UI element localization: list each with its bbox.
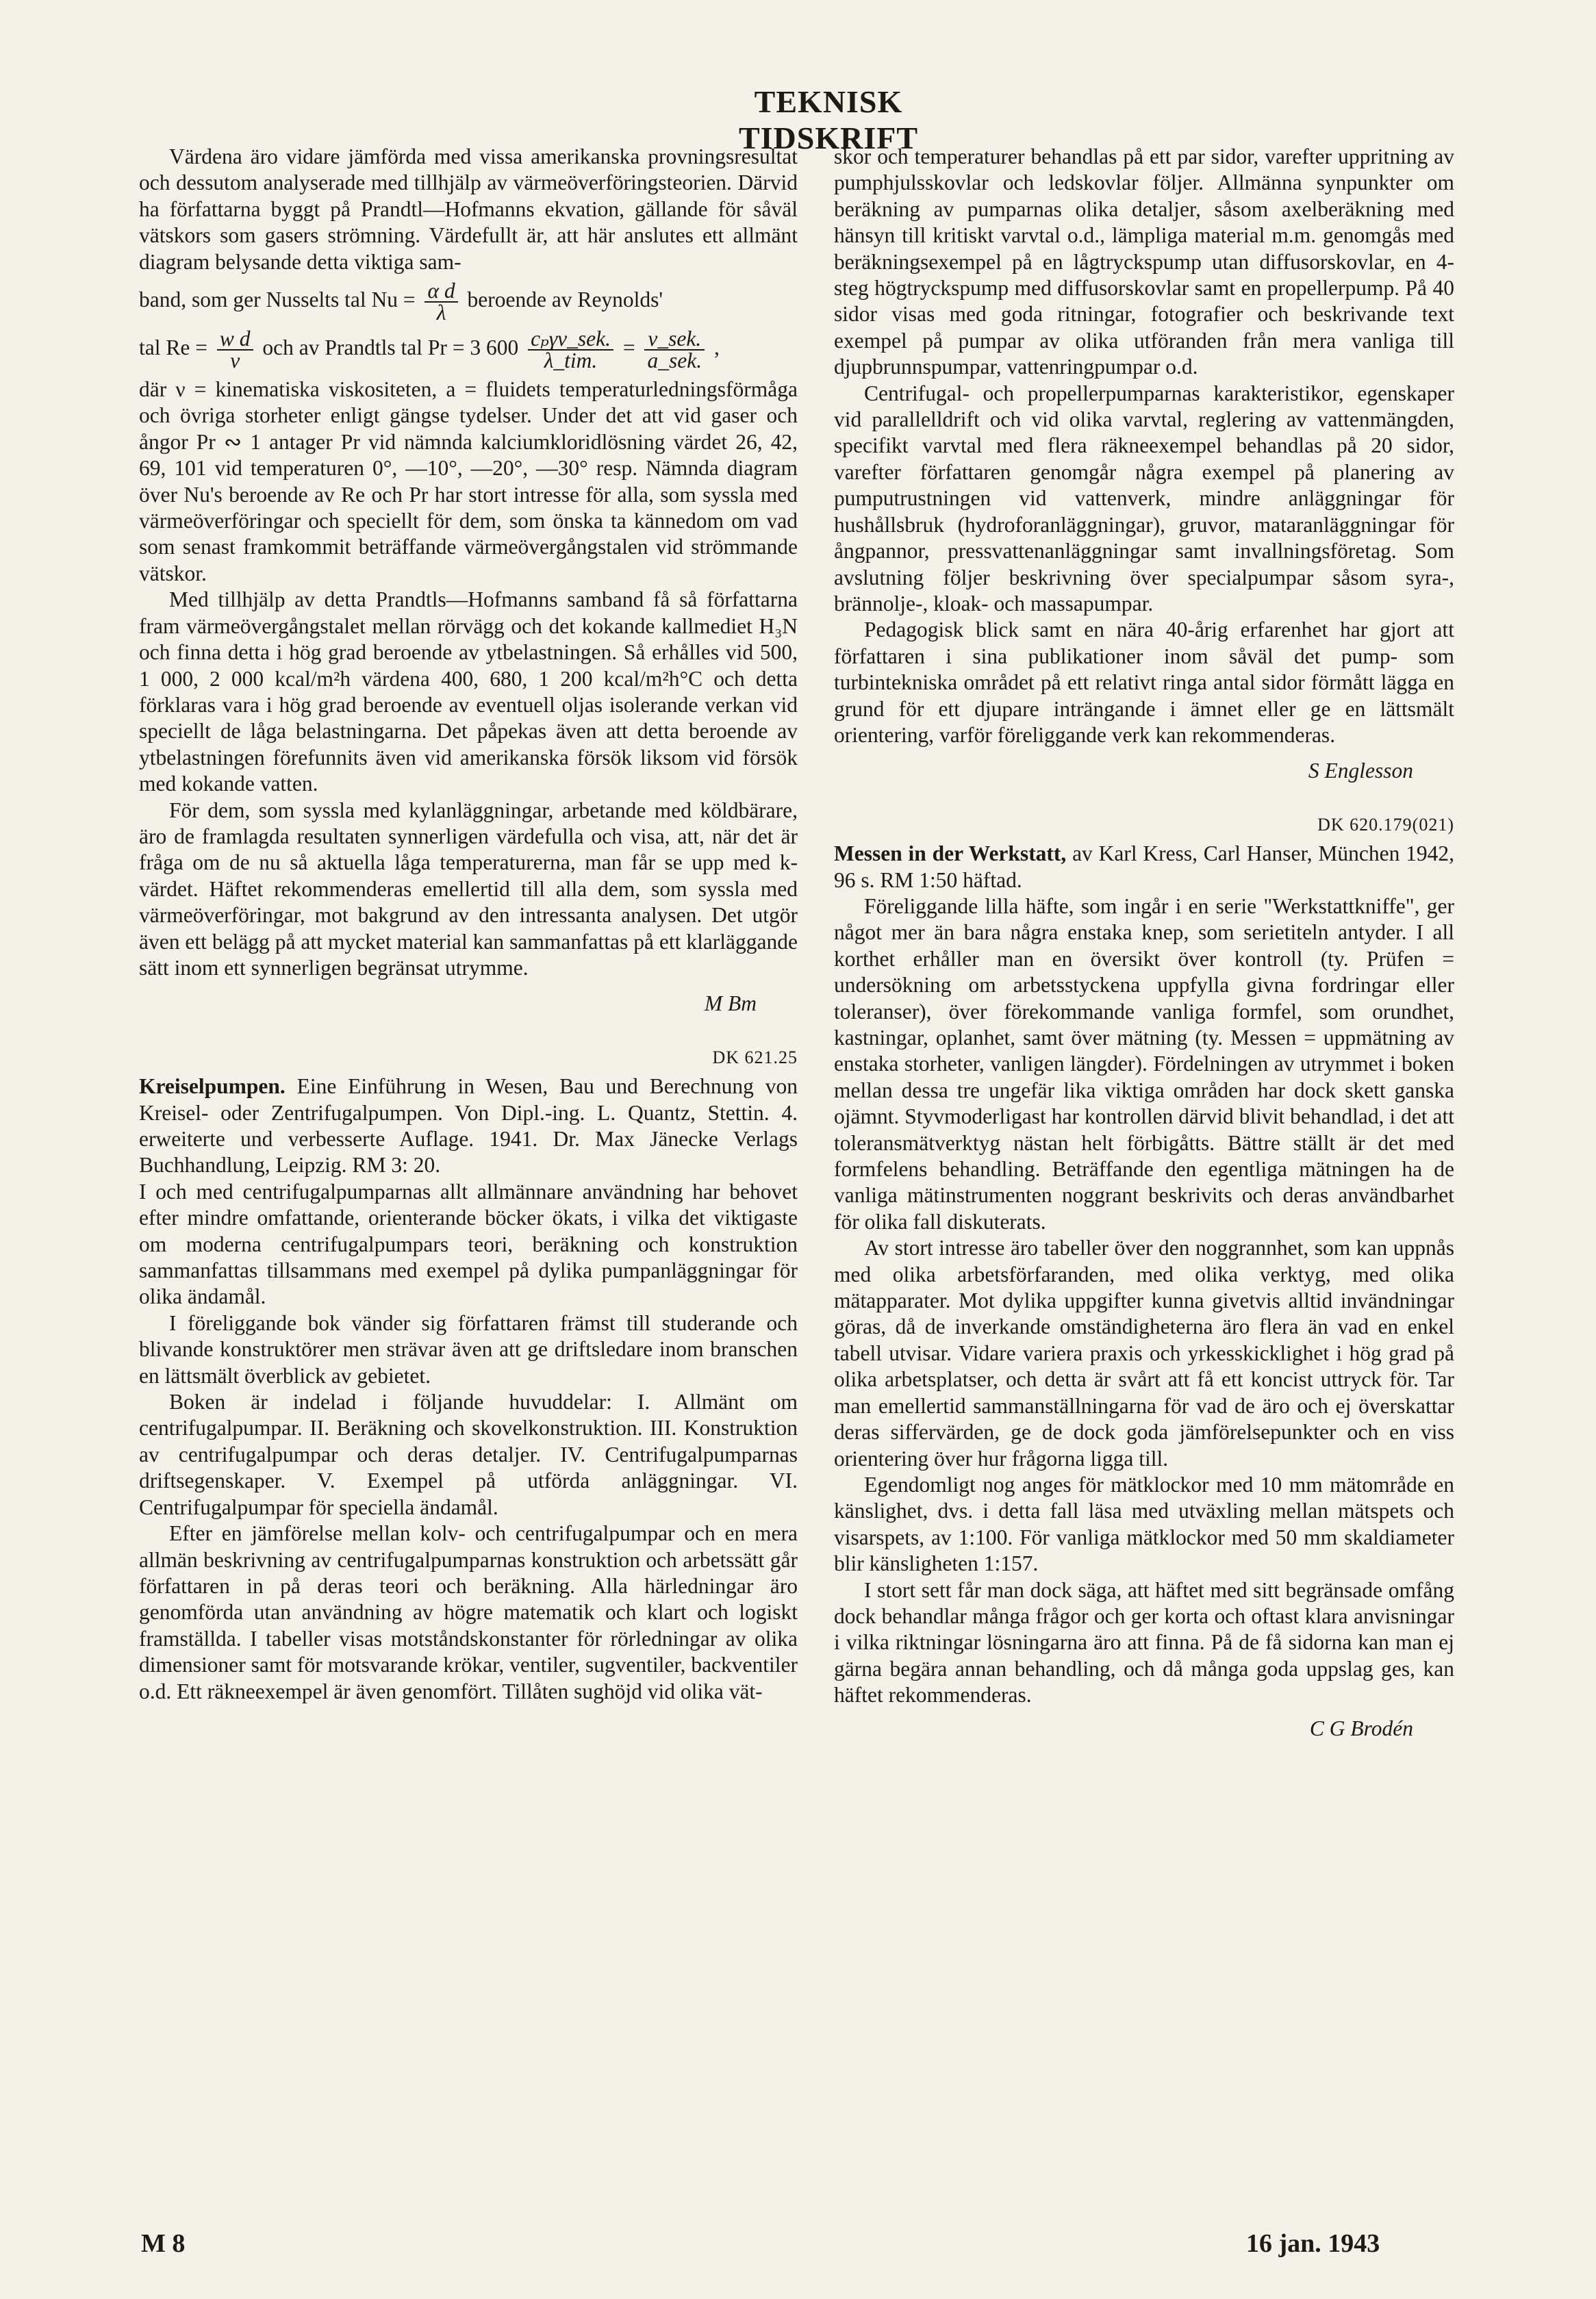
- book-details: Eine Einführung in Wesen, Bau und Berechnung von Kreisel- oder Zentrifugalpumpen. Von Dipl.-ing. L. Quantz, Stettin. 4. erweiterte und verbesserte Auflage. 1941. Dr. Max Jänecke Verlags Buchhandlung, Leipzig. RM 3: 20.: [139, 1074, 798, 1178]
- review-title: [834, 841, 1454, 893]
- paragraph: För dem, som syssla med kylanläggningar, arbetande med köldbärare, äro de framlagda resultaten synnerligen värdefulla och visa, att, när det är fråga om de nu så aktuella låga temperaturerna, man får se upp med k-värdet. Häftet rekommenderas emellertid till alla dem, som syssla med värmeöverföringar, mot bakgrund av den intressanta analysen. Det utgör även ett belägg på att mycket material kan sammanfattas på ett klarläggande sätt inom ett synnerligen begränsat utrymme.: [139, 798, 798, 980]
- numerator: w d: [217, 329, 253, 351]
- formula-text: beroende av Reynolds': [467, 288, 663, 312]
- review-title: [139, 1074, 798, 1179]
- numerator: α d: [425, 281, 457, 303]
- formula-text: tal Re =: [139, 335, 207, 360]
- journal-masthead: TEKNISK TIDSKRIFT: [738, 84, 919, 155]
- numerator: ν_sek.: [644, 329, 705, 351]
- page-number: M 8: [141, 2229, 186, 2258]
- paragraph: Av stort intresse äro tabeller över den noggrannhet, som kan uppnås med olika arbetsförfaranden, med olika verktyg, med olika mätapparater. Mot dylika uppgifter kunna givetvis alltid invändningar göras, då de inverkande omständigheterna äro flera än vad en enkel tabell utvisar. Vidare variera praxis och yrkesskicklighet i hög grad på olika arbetsplatser, och detta är svårt att få ett koncist uttryck för. Tar man emellertid sammanställningarna för vad de äro och ej överskattar deras siffervärden, ge de dock goda jämförelsepunkter och en viss orientering över hur frågorna ligga till.: [834, 1236, 1454, 1471]
- denominator: a_sek.: [647, 348, 702, 373]
- formula-text: ,: [713, 335, 720, 360]
- numerator: cₚγν_sek.: [528, 329, 613, 351]
- denominator: λ: [436, 301, 446, 325]
- paragraph: Boken är indelad i följande huvuddelar: I. Allmänt om centrifugalpumpar. II. Beräkning och skovelkonstruktion. III. Konstruktion av centrifugalpumpar och deras detaljer. IV. Centrifugalpumparnas driftsegenskaper. V. Exempel på utförda anläggningar. VI. Centrifugalpumpar för speciella ändamål.: [139, 1390, 798, 1519]
- review-signature: C G Brodén: [1309, 1716, 1413, 1740]
- paragraph: Efter en jämförelse mellan kolv- och centrifugalpumpar och en mera allmän beskrivning av centrifugalpumparnas konstruktion och arbetssätt går författaren in på deras teori och beräkning. Alla härledningar äro genomförda utan användning av högre matematik och klart och logiskt framställda. I tabeller visas motståndskonstanter för rörledningar av olika dimensioner samt för motsvarande krökar, ventiler, sugventiler, backventiler o.d. Ett räkneexempel är även genomfört. Tillåten sughöjd vid olika vät-: [139, 1521, 798, 1703]
- paragraph: Med tillhjälp av detta Prandtls—Hofmanns samband få så författarna fram värmeövergångstalet mellan rörvägg och det kokande kallmediet H₃N och finna detta i hög grad beroende av ytbelastningen. Så erhålles vid 500, 1 000, 2 000 kcal/m²h värdena 400, 680, 1 200 kcal/m²h°C och detta förklaras vara i hög grad beroende av eventuell oljas isolerande verkan vid speciellt de låga belastningarna. Det påpekas även att detta beroende av ytbelastningen förefunnits även vid amerikanska försök liksom vid försök med kokande vatten.: [139, 587, 798, 796]
- paragraph: där ν = kinematiska viskositeten, a = fluidets temperaturledningsförmåga och övriga storheter enligt gängse tydelser. Under det att vid gaser och ångor Pr ∾ 1 antager Pr vid nämnda kalciumkloridlösning värdet 26, 42, 69, 101 vid temperaturen 0°, —10°, —20°, —30° resp. Nämnda diagram över Nu's beroende av Re och Pr har stort intresse för alla, som syssla med värmeöverföringar och speciellt för dem, som önska ta kännedom om vad som senast framkommit beträffande värmeövergångstalen vid strömmande vätskor.: [139, 377, 798, 585]
- review-signature: S Englesson: [1308, 759, 1413, 783]
- fraction: [217, 329, 253, 371]
- formula-text: och av Prandtls tal Pr = 3 600: [262, 335, 519, 360]
- fraction: [644, 329, 705, 371]
- paragraph: Föreliggande lilla häfte, som ingår i en serie "Werkstattkniffe", ger något mer än bara några enstaka knep, som serietiteln antyder. I all korthet erhåller man en översikt över kontroll (ty. Prüfen = undersökning om arbetsstyckena uppfylla givna fordringar eller toleranser), över förekommande vanliga formfel, som orundhet, kastningar, oplanhet, samt över mätning (ty. Messen = uppmätning av enstaka storheter, vanligen längder). Fördelningen av utrymmet i boken mellan dessa tre ungefär lika viktiga områden har dock skett ganska ojämnt. Styvmoderligast har kontrollen därvid blivit behandlad, i det att toleransmätverktyg nästan helt förbigåtts. Bättre ställt är det med formfelens behandling. Beträffande den egentliga mätningen ha de vanliga mätinstrumenten noggrant beskrivits och deras användbarhet för olika fall diskuterats.: [834, 893, 1454, 1234]
- fraction: [528, 329, 613, 371]
- issue-date: 16 jan. 1943: [1246, 2229, 1380, 2258]
- paragraph: Egendomligt nog anges för mätklockor med 10 mm mätområde en känslighet, dvs. i detta fall läsa med utväxling mellan mätspets och visarspets, av 1:100. För vanliga mätklockor med 50 mm skaldiameter blir känsligheten 1:157.: [834, 1472, 1454, 1576]
- right-column: [834, 144, 1454, 1755]
- formula-text: =: [622, 335, 635, 360]
- paragraph: skor och temperaturer behandlas på ett par sidor, varefter uppritning av pumphjulsskovlar och ledskovlar följer. Allmänna synpunkter om beräkning av pumparnas olika detaljer, såsom axelberäkning med hänsyn till kritiskt varvtal o.d., lämpliga material m.m. genomgås med beräkningsexempel på en lågtryckspump utan diffusorskovlar, en 4-steg högtryckspump med diffusorskovlar samt en propellerpump. På 40 sidor visas med goda ritningar, fotografier och beskrivande text exempel på pumpar av olika utföranden från mera vanliga till djupbrunnspumpar, vattenringpumpar o.d.: [834, 144, 1454, 379]
- book-details: av Karl Kress, Carl Hanser, München 1942, 96 s. RM 1:50 häftad.: [834, 841, 1454, 892]
- formula-nusselt: [139, 281, 798, 323]
- paragraph: I stort sett får man dock säga, att häftet med sitt begränsade omfång dock behandlar många frågor och ger korta och oftast klara anvisningar i vilka riktningar lösningarna äro att finna. På de få sidorna kan man ej gärna begära annan behandling, och då många goda uppslag ges, kan häftet rekommenderas.: [834, 1577, 1454, 1707]
- book-title: Kreiselpumpen.: [139, 1074, 286, 1099]
- paragraph: I föreliggande bok vänder sig författaren främst till studerande och blivande konstruktörer men strävar även att ge driftsledare inom branschen en lättsmält överblick av gebietet.: [139, 1310, 798, 1388]
- paragraph: Värdena äro vidare jämförda med vissa amerikanska provningsresultat och dessutom analyserade med tillhjälp av värmeöverföringsteorien. Därvid ha författarna byggt på Prandtl—Hofmanns ekvation, gällande för såväl vätskors som gasers strömning. Värdefullt är, att här anslutes ett allmänt diagram belysande detta viktiga sam-: [139, 144, 798, 274]
- denominator: ν: [230, 348, 240, 373]
- left-column: [139, 144, 798, 1705]
- review-signature: M Bm: [704, 991, 757, 1016]
- dk-classification: DK 620.179(021): [1317, 814, 1454, 835]
- formula-text: band, som ger Nusselts tal Nu =: [139, 288, 416, 312]
- paragraph: I och med centrifugalpumparnas allt allmännare användning har behovet efter mindre omfattande, orienterande böcker ökats, i vilka det viktigaste om moderna centrifugalpumpars teori, beräkning och konstruktion sammanfattas tillsammans med exempel på dylika pumpanläggningar för olika ändamål.: [139, 1179, 798, 1309]
- dk-classification: DK 621.25: [712, 1047, 798, 1067]
- paragraph: Pedagogisk blick samt en nära 40-årig erfarenhet har gjort att författaren i sina publikationer inom såväl det pump- som turbintekniska området på ett relativt ringa antal sidor förmått lägga en grund för ett djupare inträngande i ämnet eller ge en lättsmält orientering, varför föreliggande verk kan rekommenderas.: [834, 618, 1454, 747]
- book-title: Messen in der Werkstatt,: [834, 841, 1067, 866]
- paragraph: Centrifugal- och propellerpumparnas karakteristikor, egenskaper vid parallelldrift och vid olika varvtal, reglering av vattenmängden, specifikt varvtal med flera räkneexempel behandlas på 20 sidor, varefter författaren genomgår några exempel på planering av pumputrustningen vid vattenverk, mindre anläggningar för hushållsbruk (hydroforanläggningar), gruvor, mataranläggningar för ångpannor, pressvattenanläggningar samt invallningsföretag. Som avslutning följer beskrivning över specialpumpar såsom syra-, brännolje-, kloak- och massapumpar.: [834, 381, 1454, 615]
- denominator: λ_tim.: [544, 348, 598, 373]
- fraction: [425, 281, 457, 323]
- formula-reynolds-prandtl: [139, 329, 798, 371]
